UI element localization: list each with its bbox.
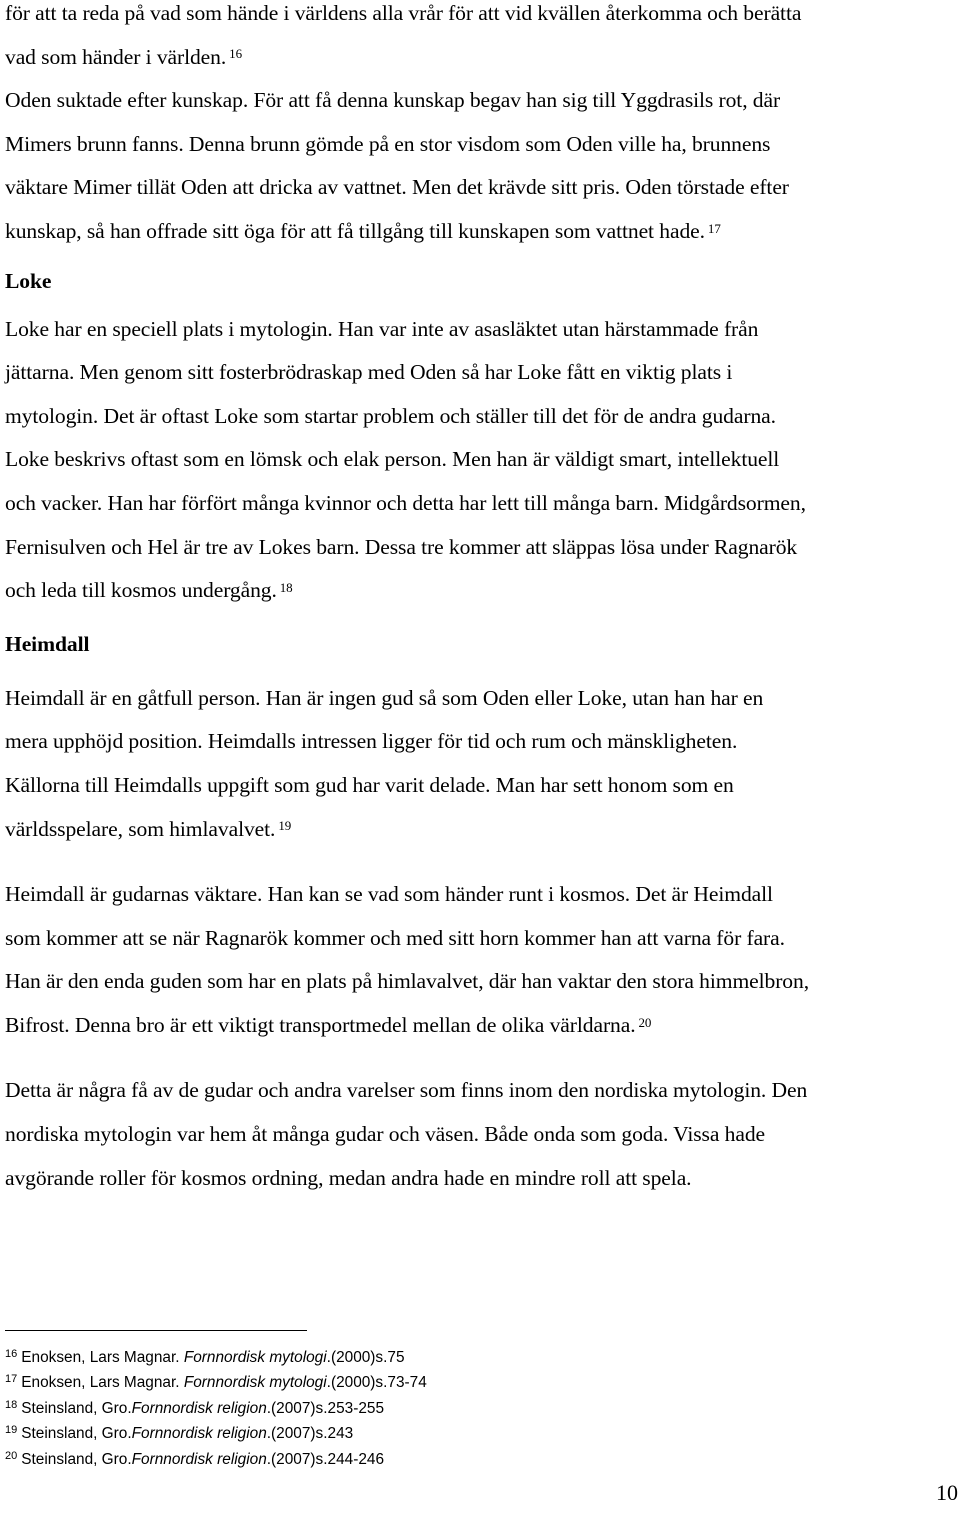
text-line: och vacker. Han har förfört många kvinnor och detta har lett till många barn. Midgårdsormen, bbox=[5, 490, 806, 515]
footnote: $^{16}$ Enoksen, Lars Magnar. Fornnordisk mytologi.(2000)s.75 bbox=[5, 1348, 405, 1366]
footnote-number: 17 bbox=[5, 1373, 18, 1386]
text-line: Detta är några få av de gudar och andra varelser som finns inom den nordiska mytologin. Den bbox=[5, 1078, 808, 1103]
text-line: väktare Mimer tillät Oden att dricka av vattnet. Men det krävde sitt pris. Oden törstade efter bbox=[5, 175, 789, 200]
footnote-title: Fornnordisk mytologi bbox=[183, 1349, 327, 1366]
text-line: Fernisulven och Hel är tre av Lokes barn. Dessa tre kommer att släppas lösa under Ragnarök bbox=[5, 534, 798, 559]
text-line: för att ta reda på vad som hände i världens alla vrår för att vid kvällen återkomma och berätta bbox=[5, 1, 802, 25]
page-number: 10 bbox=[936, 1480, 958, 1505]
text-line: Loke beskrivs oftast som en lömsk och elak person. Men han är väldigt smart, intellektuell bbox=[5, 447, 780, 472]
text-line: Heimdall är en gåtfull person. Han är ingen gud så som Oden eller Loke, utan han har en bbox=[5, 685, 764, 710]
text-line: och leda till kosmos undergång. $^{18}$ bbox=[5, 578, 293, 603]
text-line: Bifrost. Denna bro är ett viktigt transportmedel mellan de olika världarna. $^{20}$ bbox=[5, 1012, 652, 1037]
paragraph-gap bbox=[5, 1047, 957, 1069]
footnote-ref: 18 bbox=[279, 579, 293, 595]
text-line: mytologin. Det är oftast Loke som startar problem och ställer till det för de andra gudarna. bbox=[5, 403, 776, 428]
text-line: nordiska mytologin var hem åt många gudar och väsen. Både onda som goda. Vissa hade bbox=[5, 1122, 765, 1147]
section-heading-loke: Loke bbox=[5, 268, 52, 293]
footnote-ref: 16 bbox=[229, 46, 242, 62]
text-line: som kommer att se när Ragnarök kommer och med sitt horn kommer han att varna för fara. bbox=[5, 925, 785, 950]
text-line: Loke har en speciell plats i mytologin. Han var inte av asasläktet utan härstammade från bbox=[5, 316, 759, 341]
footnote: $^{19}$ Steinsland, Gro.Fornnordisk religion.(2007)s.243 bbox=[5, 1424, 354, 1443]
paragraph-oden bbox=[5, 79, 957, 253]
footnote: $^{17}$ Enoksen, Lars Magnar. Fornnordisk mytologi.(2000)s.73-74 bbox=[5, 1373, 427, 1392]
text-line: Oden suktade efter kunskap. För att få denna kunskap begav han sig till Yggdrasils rot, där bbox=[5, 88, 781, 113]
text-line: Han är den enda guden som har en plats på himlavalvet, där han vaktar den stora himmelbron, bbox=[5, 969, 809, 994]
paragraph-loke bbox=[5, 308, 957, 613]
footnote-separator bbox=[5, 1330, 307, 1331]
footnote: $^{20}$ Steinsland, Gro.Fornnordisk religion.(2007)s.244-246 bbox=[5, 1449, 384, 1468]
footnote: $^{18}$ Steinsland, Gro.Fornnordisk religion.(2007)s.253-255 bbox=[5, 1398, 384, 1417]
footnote-number: 18 bbox=[5, 1398, 18, 1411]
footnote-number: 20 bbox=[5, 1449, 18, 1462]
text-line: vad som händer i världen. $^{16}$ bbox=[5, 44, 242, 69]
footnote-number: 19 bbox=[5, 1424, 18, 1437]
text-line: världsspelare, som himlavalvet. $^{19}$ bbox=[5, 816, 292, 841]
footnote-ref: 19 bbox=[278, 818, 292, 834]
section-heading-heimdall: Heimdall bbox=[5, 631, 90, 656]
text-line: Heimdall är gudarnas väktare. Han kan se vad som händer runt i kosmos. Det är Heimdall bbox=[5, 882, 773, 907]
footnote-title: Fornnordisk religion bbox=[131, 1399, 267, 1417]
text-line: kunskap, så han offrade sitt öga för att få tillgång till kunskapen som vattnet hade. $^{17}$ bbox=[5, 218, 721, 243]
text-line: Mimers brunn fanns. Denna brunn gömde på en stor visdom som Oden ville ha, brunnens bbox=[5, 131, 771, 156]
text-line: jättarna. Men genom sitt fosterbrödraskap med Oden så har Loke fått en viktig plats i bbox=[5, 360, 733, 385]
text-line: mera upphöjd position. Heimdalls intressen ligger för tid och rum och mänskligheten. bbox=[5, 729, 738, 754]
paragraph-continuation bbox=[5, 0, 957, 79]
paragraph-gap bbox=[5, 851, 957, 873]
paragraph-heimdall-2 bbox=[5, 873, 957, 1047]
footnote-ref: 17 bbox=[707, 220, 721, 236]
footnote-ref: 20 bbox=[638, 1014, 652, 1030]
footnote-title: Fornnordisk religion bbox=[131, 1425, 267, 1443]
footnote-number: 16 bbox=[5, 1348, 18, 1361]
footnote-title: Fornnordisk religion bbox=[131, 1450, 267, 1468]
body-text bbox=[5, 0, 957, 1200]
footnotes bbox=[5, 1345, 427, 1472]
paragraph-heimdall-1 bbox=[5, 667, 957, 851]
text-line: avgörande roller för kosmos ordning, medan andra hade en mindre roll att spela. bbox=[5, 1165, 692, 1190]
paragraph-summary bbox=[5, 1069, 957, 1200]
footnote-title: Fornnordisk mytologi bbox=[183, 1374, 327, 1392]
text-line: Källorna till Heimdalls uppgift som gud har varit delade. Man har sett honom som en bbox=[5, 772, 734, 797]
